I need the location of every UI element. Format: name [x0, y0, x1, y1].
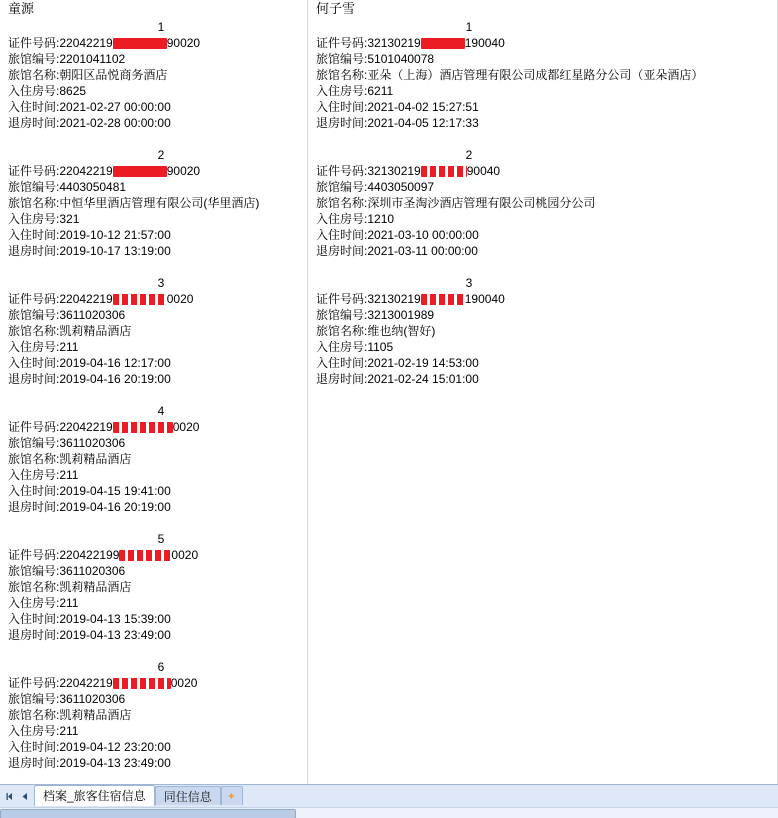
- horizontal-scroll-row: [0, 807, 778, 818]
- record-block: [8, 275, 314, 387]
- sheet-tab-bar: [0, 784, 778, 818]
- field-id-number: 证件号码:22042219 90020: [8, 36, 201, 50]
- record-block: [316, 147, 778, 259]
- spacer-row: [8, 131, 314, 147]
- new-sheet-button[interactable]: [221, 786, 243, 805]
- field-hotel-name: 旅馆名称:亚朵（上海）酒店管理有限公司成都红星路分公司（亚朵酒店）: [316, 68, 704, 82]
- record-index: 1: [157, 20, 165, 34]
- record-block: [8, 531, 314, 643]
- person-name: 何子雪: [316, 1, 356, 16]
- field-checkin-time: 入住时间:2019-10-12 21:57:00: [8, 228, 171, 242]
- field-id-number: 证件号码:22042219 0020: [8, 292, 194, 306]
- field-room-number: 入住房号:1105: [316, 340, 394, 354]
- field-hotel-code: 旅馆编号:3611020306: [8, 308, 126, 322]
- field-hotel-code: 旅馆编号:4403050481: [8, 180, 127, 194]
- horizontal-scrollbar-thumb[interactable]: [0, 809, 296, 818]
- field-hotel-name: 旅馆名称:凯莉精品酒店: [8, 452, 132, 466]
- field-checkin-time: 入住时间:2021-04-02 15:27:51: [316, 100, 479, 114]
- record-index: 5: [157, 532, 165, 546]
- field-room-number: 入住房号:211: [8, 468, 79, 482]
- field-id-number: 证件号码:32130219 190040: [316, 292, 505, 306]
- field-checkout-time: 退房时间:2019-04-13 23:49:00: [8, 628, 171, 642]
- field-room-number: 入住房号:8625: [8, 84, 87, 98]
- field-checkin-time: 入住时间:2019-04-13 15:39:00: [8, 612, 171, 626]
- person-name: 童源: [8, 1, 35, 16]
- field-hotel-name: 旅馆名称:凯莉精品酒店: [8, 324, 132, 338]
- record-index: 2: [465, 148, 473, 162]
- field-hotel-name: 旅馆名称:中恒华里酒店管理有限公司(华里酒店): [8, 196, 260, 210]
- field-checkout-time: 退房时间:2021-04-05 12:17:33: [316, 116, 479, 130]
- field-room-number: 入住房号:211: [8, 596, 79, 610]
- field-id-number: 证件号码:22042219 0020: [8, 676, 198, 690]
- field-hotel-code: 旅馆编号:3213001989: [316, 308, 435, 322]
- horizontal-scrollbar-track[interactable]: [0, 807, 778, 818]
- field-hotel-name: 旅馆名称:朝阳区品悦商务酒店: [8, 68, 168, 82]
- field-checkin-time: 入住时间:2021-02-27 00:00:00: [8, 100, 171, 114]
- field-checkin-time: 入住时间:2021-02-19 14:53:00: [316, 356, 479, 370]
- spacer-row: [8, 387, 314, 403]
- new-sheet-icon: ✦: [226, 791, 236, 803]
- spacer-row: [316, 131, 778, 147]
- field-hotel-code: 旅馆编号:2201041102: [8, 52, 126, 66]
- field-id-number: 证件号码:22042219 0020: [8, 420, 200, 434]
- field-checkout-time: 退房时间:2021-03-11 00:00:00: [316, 244, 478, 258]
- field-checkin-time: 入住时间:2021-03-10 00:00:00: [316, 228, 479, 242]
- field-id-number: 证件号码:32130219 90040: [316, 164, 501, 178]
- record-block: [8, 19, 314, 131]
- field-room-number: 入住房号:211: [8, 724, 79, 738]
- field-room-number: 入住房号:1210: [316, 212, 395, 226]
- column-person-1: [8, 0, 314, 771]
- field-checkin-time: 入住时间:2019-04-16 12:17:00: [8, 356, 171, 370]
- record-index: 4: [157, 404, 165, 418]
- field-checkin-time: 入住时间:2019-04-15 19:41:00: [8, 484, 171, 498]
- field-hotel-name: 旅馆名称:深圳市圣淘沙酒店管理有限公司桃园分公司: [316, 196, 596, 210]
- record-index: 1: [465, 20, 473, 34]
- field-hotel-code: 旅馆编号:3611020306: [8, 436, 126, 450]
- field-checkin-time: 入住时间:2019-04-12 23:20:00: [8, 740, 171, 754]
- record-block: [8, 147, 314, 259]
- record-index: 3: [465, 276, 473, 290]
- record-block: [316, 275, 778, 387]
- record-index: 6: [157, 660, 165, 674]
- field-id-number: 证件号码:220422199 0020: [8, 548, 199, 562]
- field-checkout-time: 退房时间:2021-02-28 00:00:00: [8, 116, 171, 130]
- sheet-tab-cohabitation[interactable]: 同住信息: [155, 786, 221, 805]
- column-person-2: [316, 0, 778, 387]
- field-id-number: 证件号码:32130219 190040: [316, 36, 505, 50]
- field-hotel-name: 旅馆名称:凯莉精品酒店: [8, 708, 132, 722]
- field-hotel-code: 旅馆编号:3611020306: [8, 692, 126, 706]
- sheet-tab-archive-guest-stay[interactable]: 档案_旅客住宿信息: [34, 785, 155, 806]
- record-index: 2: [157, 148, 165, 162]
- field-hotel-name: 旅馆名称:维也纳(智好): [316, 324, 436, 338]
- field-checkout-time: 退房时间:2019-04-16 20:19:00: [8, 500, 171, 514]
- field-id-number: 证件号码:22042219 90020: [8, 164, 201, 178]
- field-hotel-name: 旅馆名称:凯莉精品酒店: [8, 580, 132, 594]
- field-hotel-code: 旅馆编号:4403050097: [316, 180, 435, 194]
- field-room-number: 入住房号:321: [8, 212, 80, 226]
- record-block: [316, 19, 778, 131]
- field-checkout-time: 退房时间:2019-10-17 13:19:00: [8, 244, 171, 258]
- field-checkout-time: 退房时间:2019-04-13 23:49:00: [8, 756, 171, 770]
- record-index: 3: [157, 276, 165, 290]
- spacer-row: [8, 259, 314, 275]
- prev-arrow-icon[interactable]: [19, 791, 30, 802]
- spacer-row: [8, 515, 314, 531]
- field-hotel-code: 旅馆编号:5101040078: [316, 52, 435, 66]
- record-block: [8, 403, 314, 515]
- field-checkout-time: 退房时间:2021-02-24 15:01:00: [316, 372, 479, 386]
- spacer-row: [316, 259, 778, 275]
- first-arrow-icon[interactable]: [4, 791, 15, 802]
- field-room-number: 入住房号:6211: [316, 84, 394, 98]
- field-room-number: 入住房号:211: [8, 340, 79, 354]
- field-checkout-time: 退房时间:2019-04-16 20:19:00: [8, 372, 171, 386]
- spacer-row: [8, 643, 314, 659]
- field-hotel-code: 旅馆编号:3611020306: [8, 564, 126, 578]
- record-block: [8, 659, 314, 771]
